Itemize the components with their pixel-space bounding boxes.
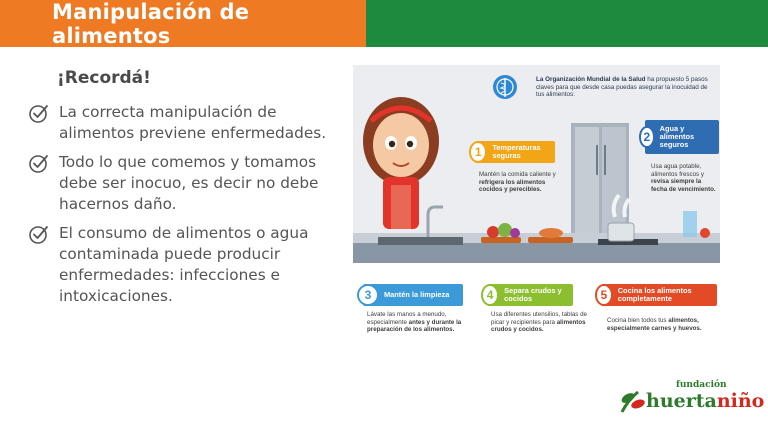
bullet-item bbox=[28, 223, 328, 307]
bullet-text: El consumo de alimentos o agua contaminada puede producir enfermedades: infecciones e intoxicaciones. bbox=[59, 224, 309, 305]
who-name: La Organización Mundial de la Salud bbox=[536, 76, 646, 83]
page-title: Manipulación de alimentos bbox=[52, 0, 250, 48]
step-3-text-plain: Lávate las manos a menudo, especialmente bbox=[367, 311, 447, 326]
header-bar bbox=[0, 0, 768, 47]
bullet-text: La correcta manipulación de alimentos previene enfermedades. bbox=[59, 103, 327, 142]
sprout-logo-icon bbox=[618, 386, 648, 414]
remember-heading: ¡Recordá! bbox=[57, 68, 151, 88]
step-5-badge bbox=[601, 284, 717, 306]
bullet-text: Todo lo que comemos y tomamos debe ser inocuo, es decir no debe hacernos daño. bbox=[59, 153, 319, 213]
logo-wordmark bbox=[646, 390, 764, 412]
step-4-text-bold: alimentos crudos y cocidos. bbox=[491, 318, 586, 334]
step-1-badge bbox=[475, 141, 555, 163]
header-title-block bbox=[0, 0, 366, 47]
step-3-text bbox=[367, 311, 472, 334]
bullet-item bbox=[28, 102, 328, 144]
bullet-list bbox=[28, 102, 328, 315]
step-5-text bbox=[607, 317, 707, 332]
logo-line-2a: huerta bbox=[646, 390, 717, 412]
step-4-title: Separa crudos y cocidos bbox=[504, 286, 562, 303]
step-5-title: Cocina los alimentos completamente bbox=[617, 286, 692, 303]
food-safety-infographic bbox=[353, 65, 720, 355]
check-circle-icon bbox=[28, 152, 50, 174]
step-1-text bbox=[479, 171, 557, 194]
step-2-text-bold: revisa siempre la fecha de vencimiento. bbox=[651, 178, 716, 193]
who-description: ha propuesto 5 pasos claves para que desde casa puedas asegurar la inocuidad de tus alimentos: bbox=[536, 76, 708, 98]
check-circle-icon bbox=[28, 223, 50, 245]
step-4-text-plain: Usa diferentes utensilios, tablas de picar y recipientes para bbox=[491, 311, 587, 326]
step-5-text-bold: alimentos, especialmente carnes y huevos. bbox=[607, 317, 702, 332]
step-1-number: 1 bbox=[469, 141, 487, 163]
step-2-text-plain: Usa agua potable, alimentos frescos y bbox=[651, 163, 704, 178]
logo-line-1: fundación bbox=[676, 380, 727, 390]
logo-line-2b: niño bbox=[716, 390, 765, 412]
step-5-text-plain: Cocina bien todos tus bbox=[607, 317, 669, 324]
step-3-number: 3 bbox=[357, 284, 379, 306]
step-3-text-bold: antes y durante la preparación de los alimentos. bbox=[367, 318, 462, 334]
step-2-title: Agua y alimentos seguros bbox=[659, 124, 695, 149]
step-5-number: 5 bbox=[595, 284, 613, 306]
step-1-title: Temperaturas seguras bbox=[492, 143, 541, 160]
step-4-number: 4 bbox=[481, 284, 499, 306]
step-1-text-bold: refrigera los alimentos cocidos y perecibles. bbox=[479, 178, 546, 194]
step-2-badge bbox=[645, 120, 719, 154]
bullet-item bbox=[28, 152, 328, 215]
step-1-text-plain: Mantén la comida caliente y bbox=[479, 171, 556, 178]
step-3-title: Mantén la limpieza bbox=[384, 290, 450, 299]
step-4-text bbox=[491, 311, 599, 334]
who-intro-text bbox=[536, 76, 716, 99]
step-2-number: 2 bbox=[639, 126, 655, 148]
step-3-badge bbox=[363, 284, 463, 306]
check-circle-icon bbox=[28, 102, 50, 124]
step-4-badge bbox=[487, 284, 573, 306]
header-accent-block bbox=[366, 0, 768, 47]
who-logo-icon bbox=[491, 73, 519, 101]
huertanino-logo bbox=[618, 380, 765, 416]
step-2-text bbox=[651, 163, 719, 193]
